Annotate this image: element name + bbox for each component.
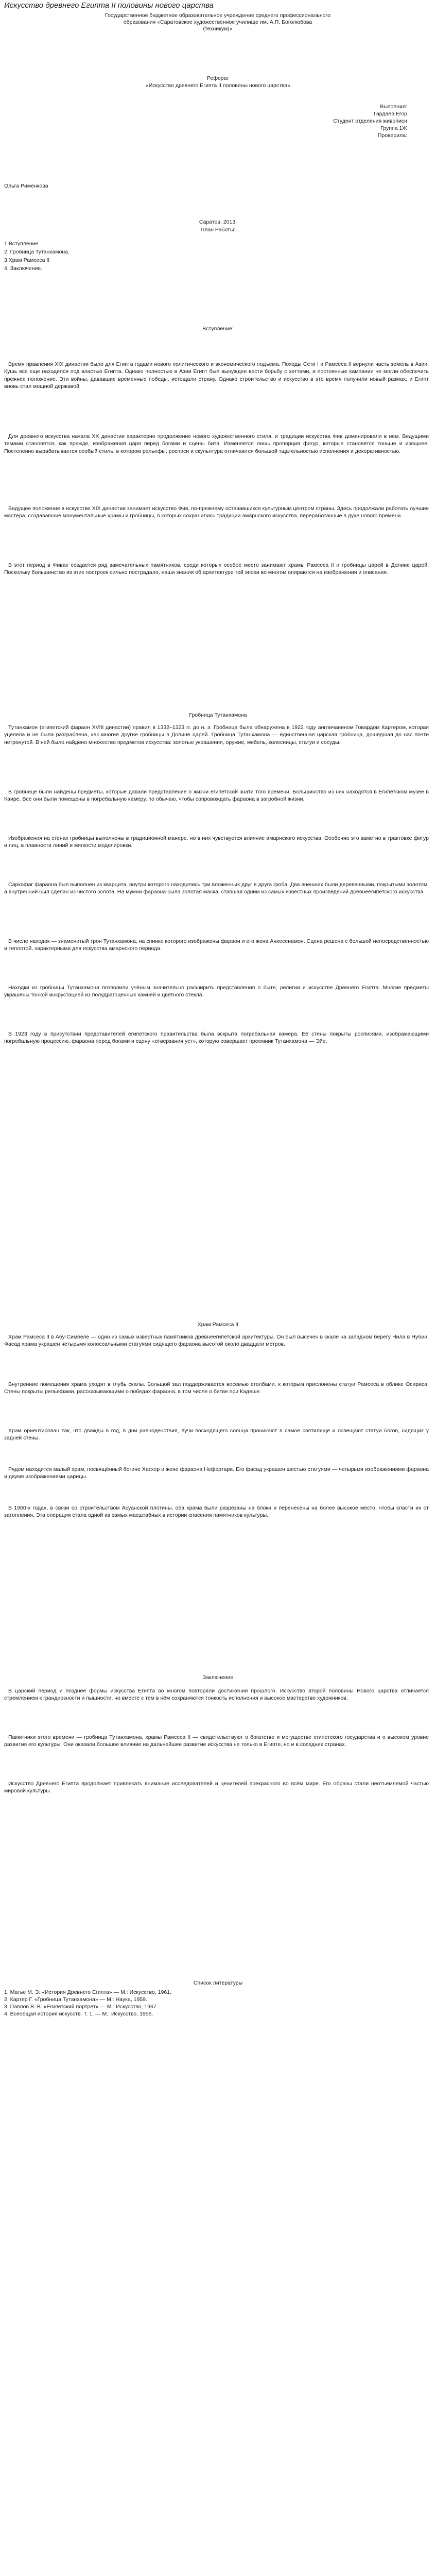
- paragraph: В царский период и позднее формы искусства Египта во многом повторяли достижения прошлого. Искусство второй половины Нового царства отличается стремлением к грандиозности и пышности, но вместе с тем в нём сохраняются тонкость исполнения и высокое мастерство художников.: [4, 1688, 429, 1702]
- paragraph: В 1923 году в присутствии представителей египетского правительства была вскрыта погребальная камера. Её стены покрыты росписями, изображающими погребальную процессию, фараона перед богами и сцену «отверзания уст», которую совершает преемник Тутанхамона — Эйе.: [4, 1031, 429, 1045]
- author-line: Группа 1Ж: [380, 125, 407, 131]
- paragraph: Ведущее положение в искусстве XIX династии занимает искусство Фив, по-прежнему остававшихся культурным центром страны. Здесь продолжали работать лучшие мастера, создававшие монументальные храмы и гробницы, в которых сохранились традиции амарнского искусства, переработанные в духе нового времени.: [4, 505, 429, 519]
- toc-heading: План Работы:: [200, 227, 236, 233]
- doc-subject: «Искусство древнего Египта II половины нового царства»: [145, 82, 291, 89]
- reference-item: 4. Всеобщая история искусств. Т. 1. — М.: Искусство, 1956.: [4, 2011, 153, 2017]
- institution-header: [9, 12, 426, 32]
- author-block: [333, 103, 407, 139]
- paragraph: Искусство Древнего Египта продолжает привлекать внимание исследователей и ценителей прекрасного во всём мире. Его образы стали неотъемлемой частью мировой культуры.: [4, 1781, 429, 1794]
- paragraph: В гробнице были найдены предметы, которые давали представление о жизни египетской знати того времени. Большинство из них находятся в Египетском музее в Каире. Все они были помещены в погребальную камеру, по обычаю, чтобы сопровождать фараона в загробной жизни.: [4, 789, 429, 803]
- paragraph: В числе находок — знаменитый трон Тутанхамона, на спинке которого изображены фараон и его жена Анхесенамон. Сцена решена с большой непосредственностью и теплотой, характерными для искусства амарнского периода.: [4, 938, 429, 952]
- paragraph: Саркофаг фараона был выполнен из кварцита, внутри которого находились три вложенных друг в друга гроба. Два внешних были деревянными, покрытыми золотом, а внутренний был сделан из чистого золота. На мумии фараона была золотая маска, ставшая одним из самых известных произведений древнеегипетского искусства.: [4, 882, 429, 895]
- page-title: Искусство древнего Египта II половины нового царства: [4, 1, 214, 10]
- header-line: образования «Саратовское художественное училище им. А.П. Боголюбова: [123, 19, 312, 25]
- toc-item: 1.Вступление: [4, 241, 39, 247]
- paragraph: В 1960-х годах, в связи со строительством Асуанской плотины, оба храма были разрезаны на блоки и перенесены на более высокое место, чтобы спасти их от затопления. Эта операция стала одной из самых масштабных в истории спасения памятников культуры.: [4, 1505, 429, 1519]
- header-line: Государственное бюджетное образовательное учреждение среднего профессионального: [105, 12, 330, 19]
- paragraph: Храм Рамсеса II в Абу-Симбеле — один из самых известных памятников древнеегипетской архитектуры. Он был высечен в скале на западном берегу Нила в Нубии. Фасад храма украшен четырьмя колоссальными статуями сидящего фараона высотой около двадцати метров.: [4, 1334, 429, 1348]
- paragraph: Храм ориентирован так, что дважды в год, в дни равноденствия, лучи восходящего солнца проникают в самое святилище и освещают статуи богов, сидящих у задней стены.: [4, 1428, 429, 1442]
- paragraph: Время правления XIX династии было для Египта годами нового политического и экономического подъема. Походы Сети I и Рамсеса II вернули часть земель в Азии, Кушь все еще находился под властью Египта. Однако полностью в Азии Египт был вынужден вести борьбу с хеттами, и постоянные кампании не могли обеспечить прежнее положение. Эти войны, дававшие временные победы, истощали страну. Однако строительство и искусство в это время получили новый размах, и Египт вновь стал мощной державой.: [4, 361, 429, 390]
- author-line: Студент отделения живописи: [333, 118, 407, 124]
- paragraph: Находки из гробницы Тутанхамона позволили учёным значительно расширить представления о быте, религии и искусстве Древнего Египта. Многие предметы украшены тонкой инкрустацией из полудрагоценных камней и цветного стекла.: [4, 985, 429, 998]
- toc-item: 3.Храм Рамсеса II: [4, 257, 50, 263]
- section-heading-references: Список литературы: [193, 1980, 243, 1986]
- paragraph: Тутанхамон (египетский фараон XVIII династии) правил в 1332–1323 гг. до н. э. Гробница была обнаружена в 1922 году англичанином Говардом Картером, которая уцелела и не была разграблена, как многие другие гробницы в Долине царей. Гробница Тутанхамона — единственная царская гробница, дошедшая до нас почти нетронутой. В ней было найдено множество предметов искусства: золотые украшения, оружие, мебель, колесницы, статуи и сосуды.: [4, 724, 429, 745]
- toc-item: 4. Заключение.: [4, 265, 43, 272]
- paragraph: Для древнего искусства начала XX династии характерно продолжение нового художественного стиля, и традиции искусства Фив доминировали в нем. Ведущими темами становятся, как прежде, изображения царя перед богами и сцены битв. Изменяется лишь пропорция фигур, которые становятся тоньше и изящнее. Постепенно вырабатывается особый стиль, в котором рельефы, росписи и скульптура отличаются большой тщательностью исполнения и декоративностью.: [4, 433, 429, 454]
- paragraph: В этот период в Фивах создается ряд замечательных памятников, среди которых особое место занимают храмы Рамсеса II и гробницы царей в Долине царей. Поскольку большинство из этих построек сильно пострадало, наши знания об архитектуре той эпохи во многом опираются на изображения и описания.: [4, 562, 429, 576]
- paragraph: Изображения на стенах гробницы выполнены в традиционной манере, но в них чувствуется влияние амарнского искусства. Особенно это заметно в трактовке фигур и лиц, в плавности линий и мягкости моделировки.: [4, 835, 429, 849]
- doc-type: Реферат: [206, 75, 230, 81]
- paragraph: Рядом находится малый храм, посвящённый богине Хатхор и жене фараона Нефертари. Его фасад украшен шестью статуями — четырьмя изображениями фараона и двумя изображениями царицы.: [4, 1466, 429, 1480]
- checker-name: Ольга Рименкова: [4, 183, 48, 189]
- reference-item: 3. Павлов В. В. «Египетский портрет» — М.: Искусство, 1967.: [4, 2004, 158, 2010]
- paragraph: Памятники этого времени — гробница Тутанхамона, храмы Рамсеса II — свидетельствуют о богатстве и могуществе египетского государства и о высоком уровне развития его культуры. Они оказали большое влияние на дальнейшее развитие искусства не только в Египте, но и в соседних странах.: [4, 1734, 429, 1748]
- reference-item: 2. Картер Г. «Гробница Тутанхамона» — М.: Наука, 1959.: [4, 1996, 147, 2003]
- reference-item: 1. Матье М. Э. «История Древнего Египта» — М.: Искусство, 1961.: [4, 1989, 171, 1995]
- toc-item: 2. Гробница Тутанхамона.: [4, 249, 69, 255]
- paragraph: Внутренние помещения храма уходят в глубь скалы. Большой зал поддерживается восемью столбами, к которым прислонены статуи Рамсеса в облике Осириса. Стены покрыты рельефами, рассказывающими о победах фараона, в том числе о битве при Кадеше.: [4, 1381, 429, 1395]
- section-heading-intro: Вступление:: [202, 326, 234, 332]
- header-line: (техникум)»: [203, 26, 233, 32]
- section-heading-conclusion: Заключение: [202, 1674, 234, 1681]
- author-line: Гардаев Егор: [373, 111, 407, 117]
- author-line: Проверила:: [377, 132, 407, 139]
- section-heading-ramses: Храм Рамсеса II: [197, 1321, 239, 1328]
- author-line: Выполнил:: [380, 104, 407, 110]
- city-year: Саратов, 2013.: [199, 219, 237, 225]
- table-of-contents: [4, 240, 69, 273]
- section-heading-tutankhamun: Гробница Тутанхамона: [189, 712, 247, 718]
